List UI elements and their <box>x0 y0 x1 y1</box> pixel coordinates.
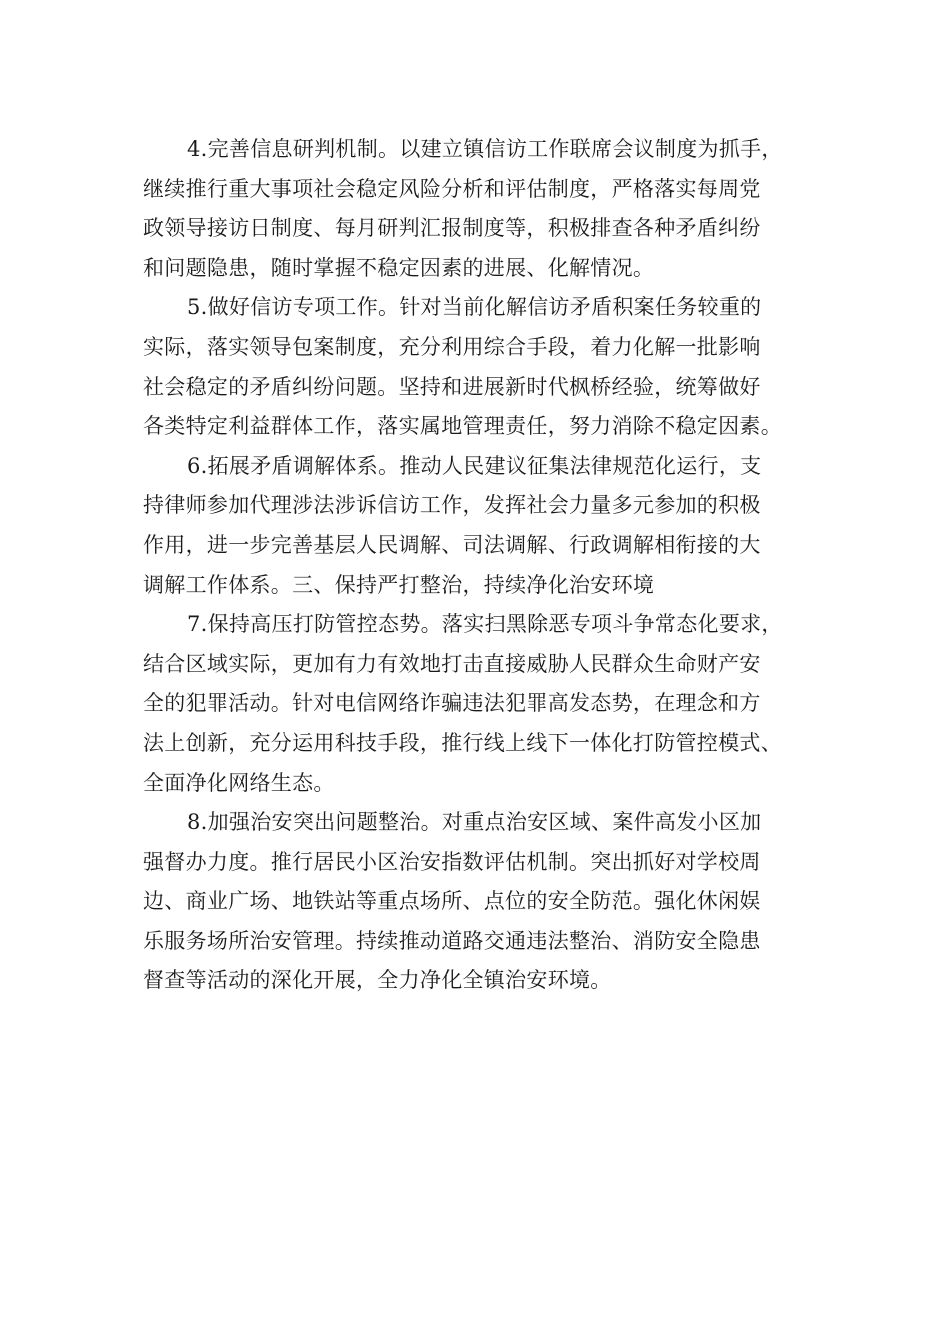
paragraph-line: 社会稳定的矛盾纠纷问题。坚持和进展新时代枫桥经验，统筹做好 <box>143 374 761 399</box>
paragraph-line: 4.完善信息研判机制。以建立镇信访工作联席会议制度为抓手， <box>187 137 783 161</box>
paragraph-line: 政领导接访日制度、每月研判汇报制度等，积极排查各种矛盾纠纷 <box>143 216 761 241</box>
paragraph-line: 法上创新，充分运用科技手段，推行线上线下一体化打防管控模式、 <box>143 730 782 755</box>
paragraph-6 <box>143 447 827 605</box>
paragraph-line: 5.做好信访专项工作。针对当前化解信访矛盾积案任务较重的 <box>187 295 762 320</box>
paragraph-line: 7.保持高压打防管控态势。落实扫黑除恶专项斗争常态化要求， <box>187 612 783 637</box>
paragraph-line: 全的犯罪活动。针对电信网络诈骗违法犯罪高发态势，在理念和方 <box>143 691 761 716</box>
paragraph-line: 作用，进一步完善基层人民调解、司法调解、行政调解相衔接的大 <box>143 532 761 557</box>
paragraph-line: 8.加强治安突出问题整治。对重点治安区域、案件高发小区加 <box>187 810 762 835</box>
paragraph-4 <box>143 130 827 288</box>
paragraph-5 <box>143 288 827 446</box>
paragraph-line: 各类特定利益群体工作，落实属地管理责任，努力消除不稳定因素。 <box>143 414 782 439</box>
paragraph-8 <box>143 803 827 1001</box>
paragraph-line: 督查等活动的深化开展，全力净化全镇治安环境。 <box>143 968 612 993</box>
paragraph-7 <box>143 605 827 803</box>
paragraph-line: 继续推行重大事项社会稳定风险分析和评估制度，严格落实每周党 <box>143 176 761 201</box>
paragraph-line: 持律师参加代理涉法涉诉信访工作，发挥社会力量多元参加的积极 <box>143 493 761 518</box>
paragraph-line: 调解工作体系。三、保持严打整治，持续净化治安环境 <box>143 572 655 597</box>
paragraph-line: 全面净化网络生态。 <box>143 770 335 795</box>
document-body <box>143 130 827 1001</box>
paragraph-line: 和问题隐患，随时掌握不稳定因素的进展、化解情况。 <box>143 255 655 280</box>
paragraph-line: 乐服务场所治安管理。持续推动道路交通违法整治、消防安全隐患 <box>143 928 761 953</box>
paragraph-line: 实际，落实领导包案制度，充分利用综合手段，着力化解一批影响 <box>143 334 761 359</box>
paragraph-line: 强督办力度。推行居民小区治安指数评估机制。突出抓好对学校周 <box>143 849 761 874</box>
paragraph-line: 6.拓展矛盾调解体系。推动人民建议征集法律规范化运行，支 <box>187 453 762 478</box>
paragraph-line: 边、商业广场、地铁站等重点场所、点位的安全防范。强化休闲娱 <box>143 889 761 914</box>
paragraph-line: 结合区域实际，更加有力有效地打击直接威胁人民群众生命财产安 <box>143 651 761 676</box>
